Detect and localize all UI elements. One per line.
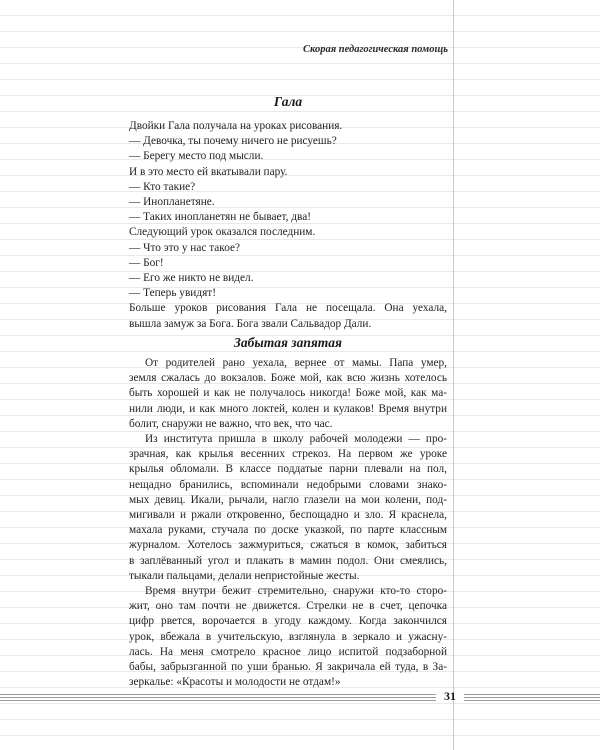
text-line: жит, оно там почти не движется. Стрелки не в счет, цепочка (129, 600, 447, 613)
text-line: журналом. Хотелось зажмуриться, сжаться в комок, забиться (129, 539, 447, 552)
text-line: нещадно бранились, вспоминали недобрыми словами знако- (129, 478, 447, 491)
text-line: Больше уроков рисования Гала не посещала. Она уехала, (129, 302, 447, 315)
section-title-forgotten-comma: Забытая запятая (234, 335, 342, 350)
margin-line (453, 0, 454, 750)
text-line: — Таких инопланетян не бывает, два! (129, 211, 311, 224)
text-line: От родителей рано уехала, вернее от мамы. Папа умер, (145, 357, 447, 369)
text-line: — Бог! (129, 256, 164, 269)
text-line: — Что это у нас такое? (129, 241, 241, 254)
text-line: бабы, забрызганной по уши бранью. Я закричала ей туда, в За- (129, 661, 447, 673)
text-line: Двойки Гала получала на уроках рисования. (129, 120, 343, 132)
text-line: — Теперь увидят! (129, 287, 216, 300)
text-line: — Кто такие? (129, 180, 196, 193)
footer-rule-right (464, 694, 600, 701)
text-line: — Девочка, ты почему ничего не рисуешь? (129, 135, 337, 148)
text-line: зрачная, как крылья весенних стрекоз. На первом же уроке (129, 448, 447, 461)
running-head: Скорая педагогическая помощь (303, 44, 448, 55)
section-title-gala: Гала (273, 94, 303, 109)
text-line: земля сжалась до вокзалов. Боже мой, как всю жизнь хотелось (129, 372, 447, 385)
text-line: Следующий урок оказался последним. (129, 226, 316, 239)
text-line: быть хорошей и как не получалось никогда! Боже мой, как ма- (129, 387, 447, 400)
text-line: — Берегу место под мысли. (129, 150, 264, 163)
text-line: — Его же никто не видел. (129, 272, 254, 284)
text-line: вышла замуж за Бога. Бога звали Сальвадор Дали. (129, 317, 372, 330)
text-line: урок, вбежала в учительскую, взглянула в зеркало и ужасну- (129, 630, 447, 643)
text-line: И в это место ей вкатывали пару. (129, 165, 288, 178)
text-line: махала руками, стучала по доске указкой, по парте классным (129, 524, 447, 537)
text-line: нили люди, и как много локтей, колен и кулаков! Время внутри (129, 402, 447, 415)
text-line: крылья обломали. В классе поддатые парни плевали на пол, (129, 463, 447, 476)
text-line: Из института пришла в школу рабочей молодежи — про- (145, 433, 447, 445)
text-line: тыкали пальцами, делали непристойные жесты. (129, 569, 360, 582)
text-line: цифр рвется, ворочается в угоду каждому. Когда закончился (129, 615, 447, 628)
text-line: мигивали и ржали откровенно, беспощадно и зло. Я краснела, (129, 509, 447, 521)
text-line: в заплёванный угол и плакать в мамин подол. Они смеялись, (129, 554, 447, 567)
text-line: Время внутри бежит стремительно, снаружи кто-то сторо- (145, 585, 447, 597)
text-line: — Инопланетяне. (129, 196, 215, 208)
text-line: болит, снаружи не важно, что век, что час. (129, 417, 333, 430)
text-line: лась. На меня смотрело красное лицо испитой подзаборной (129, 645, 447, 658)
page-number: 31 (444, 689, 456, 703)
text-line: мых девиц. Икали, рычали, нагло глазели на мои колени, под- (129, 493, 447, 506)
text-line: зеркалье: «Красоты и молодости не отдам!» (129, 676, 341, 689)
footer-rule-left (0, 694, 436, 701)
